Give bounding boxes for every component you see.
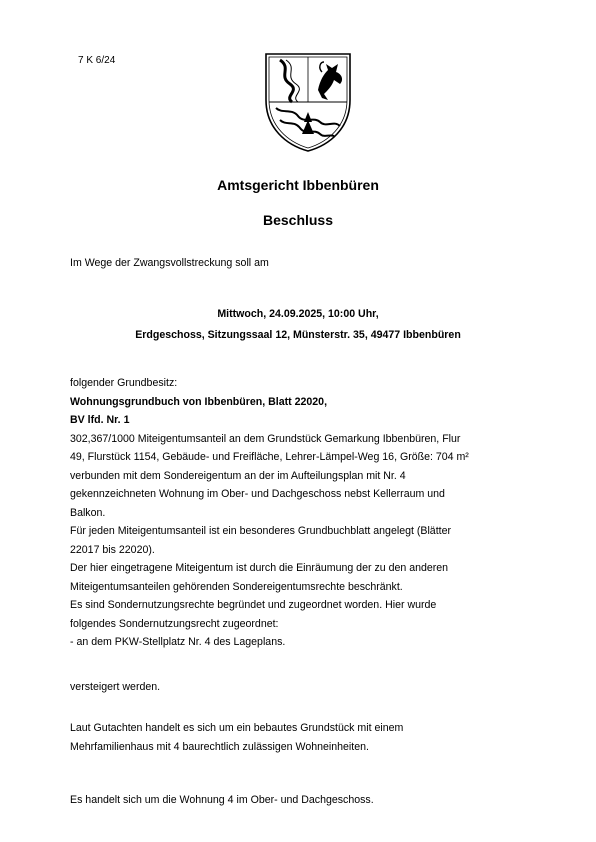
auction-date-location — [0, 304, 596, 346]
court-name: Amtsgericht Ibbenbüren — [217, 177, 379, 193]
document-type: Beschluss — [262, 212, 334, 228]
property-line: verbunden mit dem Sondereigentum an der im Aufteilungsplan mit Nr. 4 — [70, 469, 406, 482]
property-line: 49, Flurstück 1154, Gebäude- und Freifläche, Lehrer-Lämpel-Weg 16, Größe: 704 m² — [70, 451, 469, 463]
intro-text: Im Wege der Zwangsvollstreckung soll am — [70, 257, 269, 269]
property-line: folgendes Sondernutzungsrecht zugeordnet: — [70, 617, 279, 630]
property-line: 302,367/1000 Miteigentumsanteil an dem Grundstück Gemarkung Ibbenbüren, Flur — [70, 432, 461, 445]
property-line: Balkon. — [70, 506, 106, 519]
property-line: Es sind Sondernutzungsrechte begründet und zugeordnet worden. Hier wurde — [70, 599, 437, 611]
appraisal-line: Mehrfamilienhaus mit 4 baurechtlich zulässigen Wohneinheiten. — [70, 740, 369, 753]
property-description — [70, 374, 540, 652]
appraisal-text — [70, 719, 540, 756]
auction-datetime: Mittwoch, 24.09.2025, 10:00 Uhr, — [217, 308, 379, 320]
property-line: Der hier eingetragene Miteigentum ist durch die Einräumung der zu den anderen — [70, 562, 449, 574]
appraisal-line: Laut Gutachten handelt es sich um ein bebautes Grundstück mit einem — [70, 722, 404, 734]
apartment-note: Es handelt sich um die Wohnung 4 im Ober- und Dachgeschoss. — [70, 794, 374, 806]
property-line: - an dem PKW-Stellplatz Nr. 4 des Lageplans. — [70, 636, 286, 648]
property-line: 22017 bis 22020). — [70, 543, 155, 556]
auction-location: Erdgeschoss, Sitzungssaal 12, Münsterstr. 35, 49477 Ibbenbüren — [135, 329, 461, 341]
file-number: 7 K 6/24 — [78, 55, 116, 66]
property-label: folgender Grundbesitz: — [70, 377, 178, 389]
property-line: Miteigentumsanteilen gehörenden Sondereigentumsrechte beschränkt. — [70, 580, 403, 593]
bv-number: BV lfd. Nr. 1 — [70, 414, 130, 426]
nrw-coat-of-arms-icon — [262, 50, 354, 153]
land-register-entry: Wohnungsgrundbuch von Ibbenbüren, Blatt 22020, — [70, 395, 328, 408]
auction-statement: versteigert werden. — [70, 681, 161, 693]
property-line: Für jeden Miteigentumsanteil ist ein besonderes Grundbuchblatt angelegt (Blätter — [70, 525, 452, 537]
property-line: gekennzeichneten Wohnung im Ober- und Dachgeschoss nebst Kellerraum und — [70, 488, 445, 500]
